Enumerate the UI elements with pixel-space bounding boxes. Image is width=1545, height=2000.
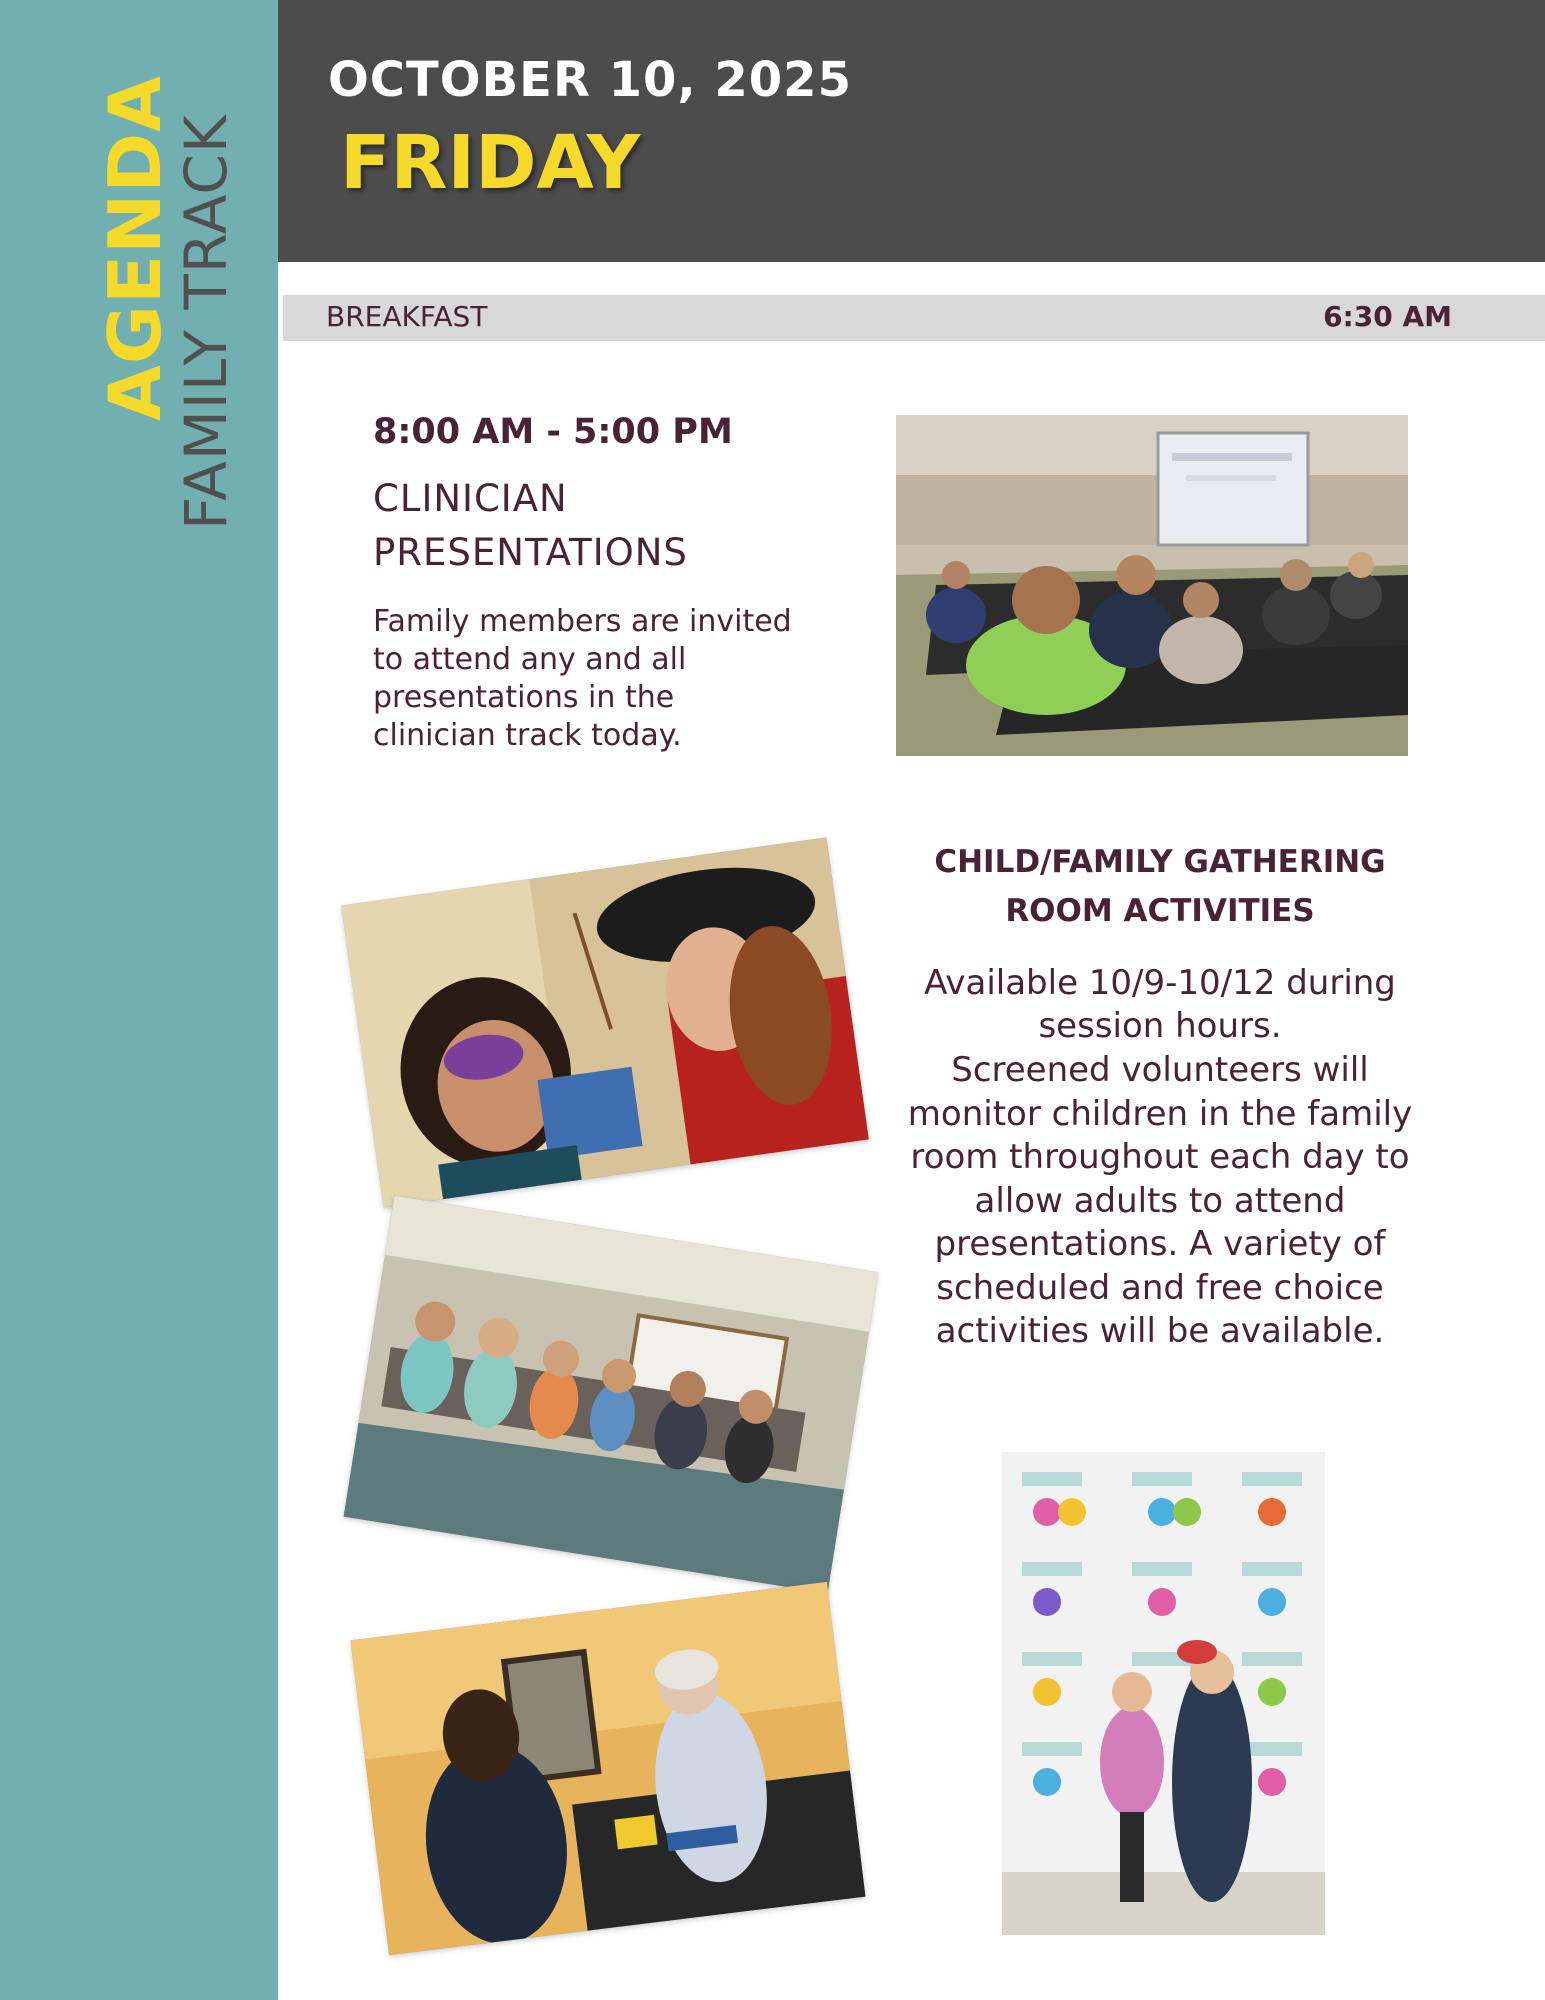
breakfast-label: BREAKFAST: [326, 300, 488, 333]
photo-backdrop-photo: [1002, 1452, 1325, 1935]
face-painting-photo: [341, 837, 869, 1207]
clinician-description: Family members are invited to attend any and all presentations in the clinician track today.: [373, 604, 792, 753]
child-family-availability: Available 10/9-10/12 during session hours.: [924, 963, 1396, 1046]
breakfast-time: 6:30 AM: [1323, 300, 1452, 333]
child-family-title: CHILD/FAMILY GATHERING ROOM ACTIVITIES: [934, 844, 1386, 929]
kids-seated-photo: [344, 1196, 879, 1594]
clinician-title: CLINICIAN PRESENTATIONS: [373, 477, 688, 574]
agenda-label: AGENDA: [93, 75, 177, 421]
conference-room-photo: [896, 415, 1408, 756]
sidebar: [0, 0, 278, 2000]
breakfast-bar: [283, 295, 1545, 341]
child-family-description: Screened volunteers will monitor children in the family room throughout each day to allow adults to attend presentations. A variety of scheduled and free choice activities will be available.: [907, 1050, 1413, 1351]
event-date: OCTOBER 10, 2025: [328, 52, 852, 108]
clinician-time: 8:00 AM - 5:00 PM: [373, 412, 733, 452]
date-header: [278, 0, 1545, 262]
table-conversation-photo: [350, 1582, 865, 1955]
family-track-label: FAMILY TRACK: [172, 114, 240, 530]
event-day: FRIDAY: [340, 120, 641, 206]
